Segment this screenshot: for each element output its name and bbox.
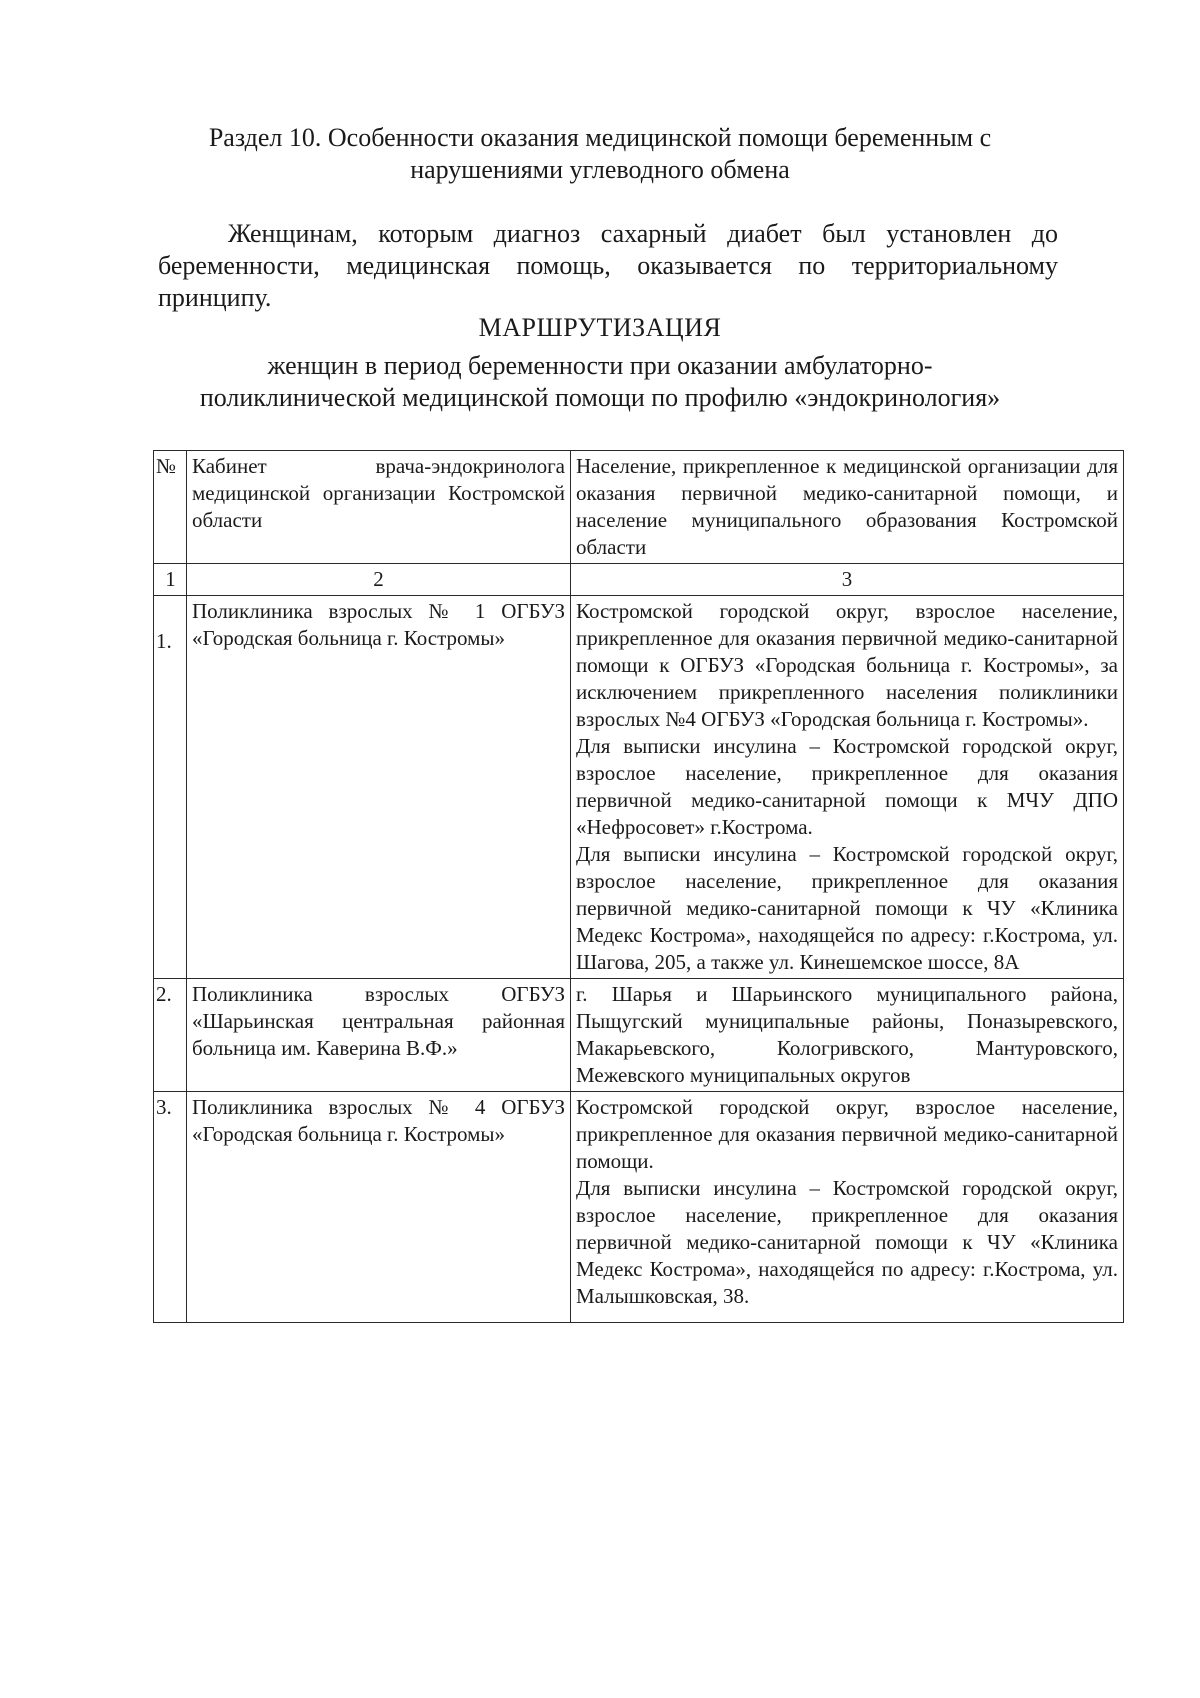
routing-subtitle-line-2: поликлинической медицинской помощи по профилю «эндокринология» (199, 383, 1001, 412)
routing-subtitle (150, 350, 1050, 414)
routing-table (153, 450, 1124, 1323)
section-title-line-2: нарушениями углеводного обмена (410, 155, 790, 184)
row-cabinet: Поликлиника взрослых № 4 ОГБУЗ «Городская больница г. Костромы» (187, 1092, 571, 1323)
population-paragraph: Для выписки инсулина – Костромской городской округ, взрослое население, прикрепленное для оказания первичной медико-санитарной помощи к ЧУ «Клиника Медекс Кострома», находящейся по адресу: г.Кострома, ул. Малышковская, 38. (576, 1176, 1118, 1308)
population-paragraph: Костромской городской округ, взрослое население, прикрепленное для оказания первичной медико-санитарной помощи. (576, 1095, 1118, 1173)
population-paragraph: Для выписки инсулина – Костромской городской округ, взрослое население, прикрепленное для оказания первичной медико-санитарной помощи к ЧУ «Клиника Медекс Кострома», находящейся по адресу: г.Кострома, ул. Шагова, 205, а также ул. Кинешемское шоссе, 8А (576, 842, 1118, 974)
section-title-line-1: Раздел 10. Особенности оказания медицинской помощи беременным с (208, 123, 992, 152)
row-num: 3. (154, 1092, 187, 1323)
header-num: № (154, 451, 187, 564)
population-paragraph: Костромской городской округ, взрослое население, прикрепленное для оказания первичной медико-санитарной помощи к ОГБУЗ «Городская больница г. Костромы», за исключением прикрепленного населения поликлиники взрослых №4 ОГБУЗ «Городская больница г. Костромы». (576, 599, 1118, 731)
table-row (154, 596, 1124, 979)
row-population (571, 979, 1124, 1092)
routing-title: МАРШРУТИЗАЦИЯ (478, 313, 722, 342)
routing-subtitle-line-1: женщин в период беременности при оказании амбулаторно- (267, 351, 933, 380)
column-number-3: 3 (571, 564, 1124, 596)
row-population (571, 596, 1124, 979)
population-paragraph: Для выписки инсулина – Костромской городской округ, взрослое население, прикрепленное для оказания первичной медико-санитарной помощи к МЧУ ДПО «Нефросовет» г.Кострома. (576, 734, 1118, 839)
row-num: 1. (154, 596, 187, 979)
row-cabinet: Поликлиника взрослых ОГБУЗ «Шарьинская центральная районная больница им. Каверина В.Ф.» (187, 979, 571, 1092)
table-row (154, 1092, 1124, 1323)
table-row (154, 979, 1124, 1092)
population-paragraph: г. Шарья и Шарьинского муниципального района, Пыщугский муниципальные районы, Поназыревского, Макарьевского, Кологривского, Мантуровского, Межевского муниципальных округов (576, 982, 1118, 1087)
row-cabinet: Поликлиника взрослых № 1 ОГБУЗ «Городская больница г. Костромы» (187, 596, 571, 979)
table-header-row (154, 451, 1124, 564)
table-column-numbers-row (154, 564, 1124, 596)
intro-paragraph: Женщинам, которым диагноз сахарный диабет был установлен до беременности, медицинская помощь, оказывается по территориальному принципу. (158, 219, 1058, 312)
column-number-2: 2 (187, 564, 571, 596)
row-population (571, 1092, 1124, 1323)
row-num: 2. (154, 979, 187, 1092)
header-population: Население, прикрепленное к медицинской организации для оказания первичной медико-санитарной помощи, и население муниципального образования Костромской области (571, 451, 1124, 564)
header-cabinet: Кабинет врача-эндокринолога медицинской организации Костромской области (187, 451, 571, 564)
section-title (150, 122, 1050, 186)
column-number-1: 1 (154, 564, 187, 596)
